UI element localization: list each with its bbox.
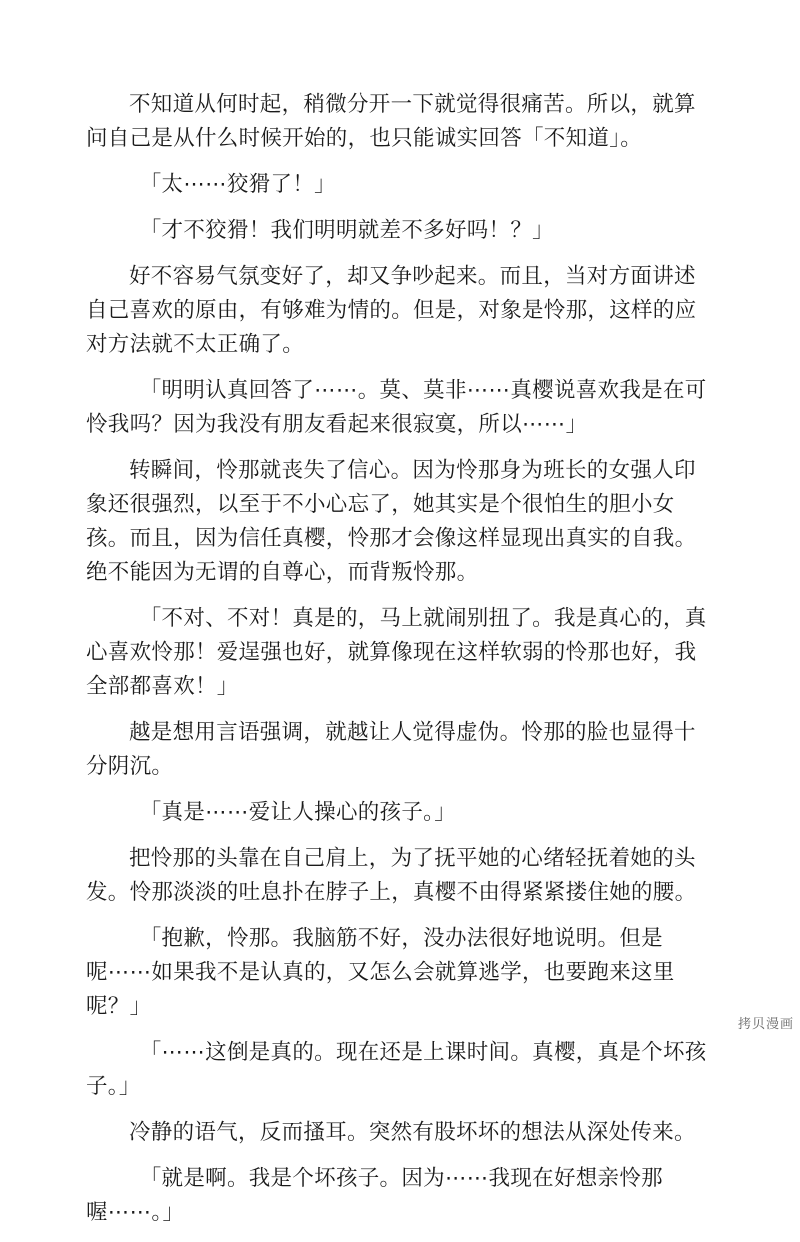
watermark: 拷贝漫画 — [737, 1017, 794, 1032]
paragraph-10: 把怜那的头靠在自己肩上，为了抚平她的心绪轻抚着她的头发。怜那淡淡的吐息扑在脖子上，真樱不由得紧紧搂住她的腰。 — [86, 846, 697, 905]
paragraph-12: 「⋯⋯这倒是真的。现在还是上课时间。真樱，真是个坏孩子。」 — [86, 1040, 707, 1099]
paragraph-9: 「真是⋯⋯爱让人操心的孩子。」 — [139, 800, 457, 825]
paragraph-2: 「太⋯⋯狡猾了！」 — [139, 172, 336, 197]
paragraph-6: 转瞬间，怜那就丧失了信心。因为怜那身为班长的女强人印象还很强烈，以至于不小心忘了，她其实是个很怕生的胆小女孩。而且，因为信任真樱，怜那才会像这样显现出真实的自我。绝不能因为无谓的自尊心，而背叛怜那。 — [86, 458, 697, 585]
novel-page — [86, 88, 714, 1242]
paragraph-5: 「明明认真回答了⋯⋯。莫、莫非⋯⋯真樱说喜欢我是在可怜我吗？因为我没有朋友看起来很寂寞，所以⋯⋯」 — [86, 378, 707, 437]
paragraph-7: 「不对、不对！真是的，马上就闹别扭了。我是真心的，真心喜欢怜那！爱逞强也好，就算像现在这样软弱的怜那也好，我全部都喜欢！」 — [86, 606, 707, 699]
paragraph-11: 「抱歉，怜那。我脑筋不好，没办法很好地说明。但是呢⋯⋯如果我不是认真的，又怎么会就算逃学，也要跑来这里呢？」 — [86, 926, 675, 1019]
paragraph-4: 好不容易气氛变好了，却又争吵起来。而且，当对方面讲述自己喜欢的原由，有够难为情的。但是，对象是怜那，这样的应对方法就不太正确了。 — [86, 264, 697, 357]
paragraph-3: 「才不狡猾！我们明明就差不多好吗！？」 — [139, 218, 554, 243]
paragraph-1: 不知道从何时起，稍微分开一下就觉得很痛苦。所以，就算问自己是从什么时候开始的，也只能诚实回答「不知道」。 — [86, 92, 696, 151]
paragraph-14: 「就是啊。我是个坏孩子。因为⋯⋯我现在好想亲怜那喔⋯⋯。」 — [86, 1166, 663, 1225]
paragraph-13: 冷静的语气，反而搔耳。突然有股坏坏的想法从深处传来。 — [129, 1120, 696, 1145]
paragraph-8: 越是想用言语强调，就越让人觉得虚伪。怜那的脸也显得十分阴沉。 — [86, 720, 696, 779]
